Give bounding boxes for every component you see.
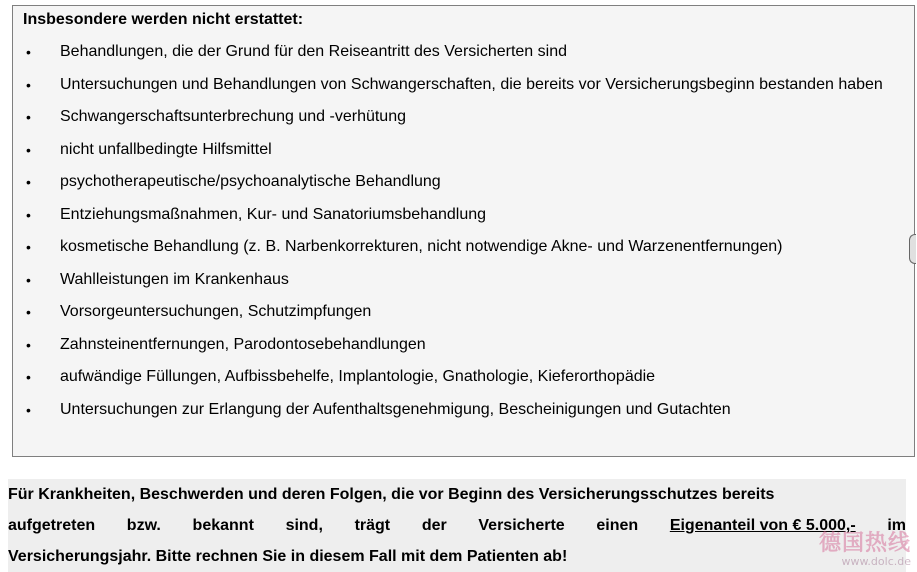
note-word: sind, — [285, 517, 323, 534]
exclusion-item — [13, 166, 916, 199]
exclusion-item-text: Zahnsteinentfernungen, Parodontosebehandlungen — [60, 335, 426, 353]
exclusion-item — [13, 264, 916, 297]
note-line-2 — [8, 510, 906, 541]
note-word: der — [421, 517, 447, 534]
watermark-brand: 德国热线 — [818, 531, 911, 556]
bullet-icon: • — [26, 304, 31, 320]
exclusion-item — [13, 231, 916, 264]
exclusion-item — [13, 394, 916, 427]
exclusion-item — [13, 134, 916, 167]
bullet-icon: • — [26, 336, 31, 353]
note-word: aufgetreten — [8, 517, 96, 534]
bullet-icon: • — [26, 369, 31, 385]
exclusion-item-text: nicht unfallbedingte Hilfsmittel — [60, 140, 272, 158]
bullet-icon: • — [26, 271, 31, 288]
deductible-amount: Eigenanteil von € 5.000,- — [669, 517, 856, 534]
side-scroll-handle[interactable] — [909, 234, 916, 264]
note-word: einen — [596, 517, 639, 534]
exclusion-item-text: Wahlleistungen im Krankenhaus — [60, 270, 289, 288]
note-word: bekannt — [192, 517, 254, 534]
exclusion-item — [13, 101, 916, 134]
exclusion-item-text: Entziehungsmaßnahmen, Kur- und Sanatoriumsbehandlung — [60, 205, 487, 223]
exclusion-item-text: Vorsorgeuntersuchungen, Schutzimpfungen — [60, 303, 372, 320]
watermark-url: www.dolc.de — [841, 555, 911, 568]
exclusion-item-text: Untersuchungen zur Erlangung der Aufenthaltsgenehmigung, Bescheinigungen und Gutachten — [60, 400, 731, 418]
note-line-3: Versicherungsjahr. Bitte rechnen Sie in diesem Fall mit dem Patienten ab! — [8, 548, 568, 565]
exclusion-item-text: aufwändige Füllungen, Aufbissbehelfe, Implantologie, Gnathologie, Kieferorthopädie — [60, 368, 656, 385]
exclusions-heading: Insbesondere werden nicht erstattet: — [23, 11, 304, 28]
bullet-icon: • — [26, 174, 31, 190]
bullet-icon: • — [26, 239, 31, 255]
exclusion-item-text: Schwangerschaftsunterbrechung und -verhütung — [60, 108, 406, 125]
exclusion-item-text: kosmetische Behandlung (z. B. Narbenkorrekturen, nicht notwendige Akne- und Warzenentfernungen) — [60, 238, 783, 255]
exclusions-list — [13, 36, 916, 426]
bullet-icon: • — [26, 141, 31, 158]
bullet-icon: • — [26, 206, 31, 223]
exclusion-item — [13, 361, 916, 394]
note-word: bzw. — [126, 517, 161, 534]
exclusion-item — [13, 296, 916, 329]
bullet-icon: • — [26, 401, 31, 418]
exclusion-item — [13, 36, 916, 69]
exclusion-item — [13, 199, 916, 232]
note-word: trägt — [354, 517, 391, 534]
note-word: im — [887, 517, 906, 534]
pre-existing-conditions-note — [8, 479, 906, 572]
exclusion-item-text: Behandlungen, die der Grund für den Reiseantritt des Versicherten sind — [60, 43, 567, 60]
exclusions-box — [12, 5, 915, 457]
exclusion-item — [13, 69, 916, 102]
note-line-1: Für Krankheiten, Beschwerden und deren Folgen, die vor Beginn des Versicherungsschutzes bereits — [8, 486, 775, 503]
note-word: Versicherte — [478, 517, 565, 534]
bullet-icon: • — [26, 109, 31, 125]
exclusion-item-text: psychotherapeutische/psychoanalytische Behandlung — [60, 173, 441, 190]
exclusion-item — [13, 329, 916, 362]
bullet-icon: • — [26, 44, 31, 60]
bullet-icon: • — [26, 76, 31, 93]
exclusion-item-text: Untersuchungen und Behandlungen von Schwangerschaften, die bereits vor Versicherungsbeginn bestanden haben — [60, 75, 883, 93]
